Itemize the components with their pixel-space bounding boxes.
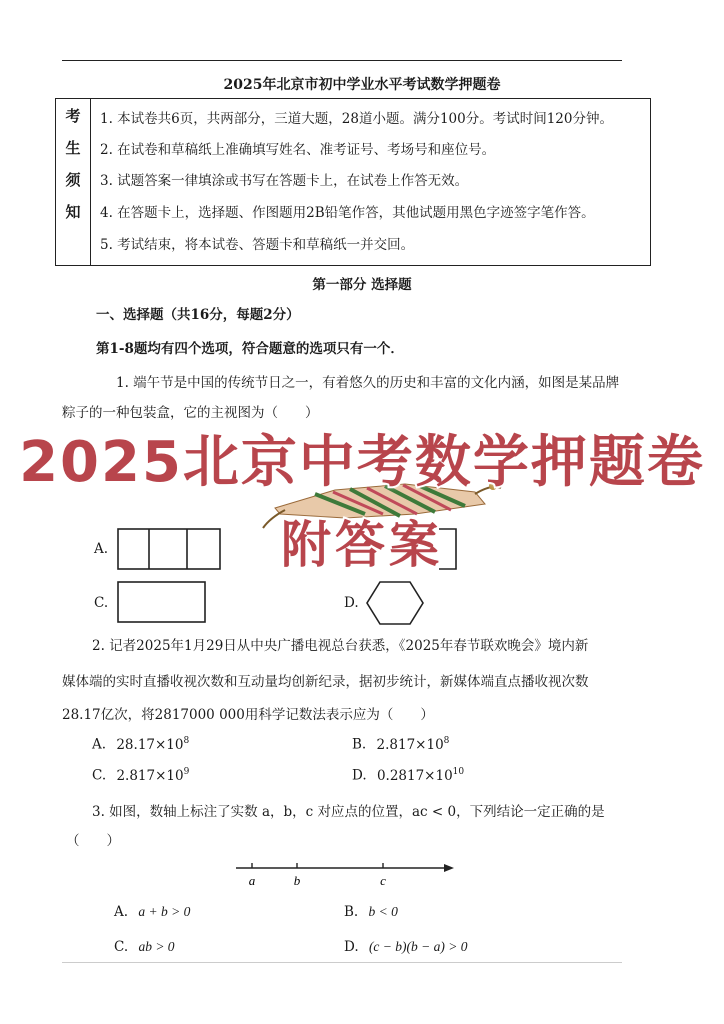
bottom-rule (62, 962, 622, 963)
section-title: 一、选择题（共16分，每题2分） (96, 307, 300, 323)
axis-label-c: c (380, 873, 386, 888)
q1-option-d-label: D. (344, 595, 359, 611)
q2-option-c (92, 767, 189, 784)
q3-option-a-text: a + b > 0 (138, 904, 191, 919)
q1-option-c-figure (117, 581, 207, 623)
q2-text-line2: 媒体端的实时直播收视次数和互动量均创新纪录，据初步统计，新媒体端直点播收视次数 (62, 674, 589, 690)
q3-option-a-label: A. (114, 904, 129, 920)
q3-option-d (344, 939, 468, 955)
q3-option-b-text: b < 0 (368, 904, 398, 919)
q2-option-d-base: 0.2817×10 (376, 767, 453, 784)
q1-option-c-label: C. (94, 595, 109, 611)
q2-option-b (352, 736, 449, 753)
q3-option-c (114, 939, 175, 955)
top-rule (62, 60, 622, 61)
overlay-banner-subtitle: 附答案 (281, 516, 443, 574)
notice-rule: 4. 在答题卡上，选择题、作图题用2B铅笔作答，其他试题用黑色字迹签字笔作答。 (100, 205, 595, 221)
q2-option-d-exp: 10 (452, 767, 465, 777)
q2-option-a-exp: 8 (183, 736, 190, 746)
q2-option-d (352, 767, 464, 784)
q3-option-c-label: C. (114, 939, 129, 955)
q2-option-c-base: 2.817×10 (116, 767, 184, 784)
q3-option-d-label: D. (344, 939, 359, 955)
notice-char: 知 (65, 203, 81, 221)
notice-char: 生 (65, 139, 81, 157)
exam-title: 2025年北京市初中学业水平考试数学押题卷 (223, 77, 501, 93)
axis-label-a: a (248, 873, 256, 888)
notice-rule: 1. 本试卷共6页，共两部分，三道大题，28道小题。满分100分。考试时间120分钟。 (100, 111, 613, 127)
q3-option-d-text: (c − b)(b − a) > 0 (368, 939, 468, 954)
q2-option-a-label: A. (92, 736, 107, 753)
q3-text-line2: （ ） (66, 833, 120, 849)
notice-rule: 2. 在试卷和草稿纸上准确填写姓名、准考证号、考场号和座位号。 (100, 142, 496, 158)
q2-option-a (92, 736, 189, 753)
part-title: 第一部分 选择题 (312, 277, 412, 293)
q1-option-a-label: A. (94, 541, 109, 557)
overlay-banner-title: 2025北京中考数学押题卷 (19, 430, 705, 495)
q3-option-b (344, 904, 398, 920)
notice-char: 须 (65, 171, 81, 189)
notice-label (56, 99, 91, 265)
q2-option-d-label: D. (352, 767, 367, 784)
q2-option-c-label: C. (92, 767, 107, 784)
q3-number-line (230, 858, 460, 890)
q1-text-line1: 1. 端午节是中国的传统节日之一，有着悠久的历史和丰富的文化内涵，如图是某品牌 (116, 375, 620, 391)
notice-rule: 3. 试题答案一律填涂或书写在答题卡上，在试卷上作答无效。 (100, 173, 469, 189)
notice-rule: 5. 考试结束，将本试卷、答题卡和草稿纸一并交回。 (100, 237, 415, 253)
section-instruction: 第1-8题均有四个选项，符合题意的选项只有一个． (96, 341, 404, 357)
q3-option-c-text: ab > 0 (138, 939, 175, 954)
q2-option-b-base: 2.817×10 (376, 736, 444, 753)
q3-text-line1: 3. 如图，数轴上标注了实数 a，b，c 对应点的位置，ac < 0，下列结论一定正确的是 (92, 804, 605, 820)
q2-text-line1: 2. 记者2025年1月29日从中央广播电视总台获悉，《2025年春节联欢晚会》境内新 (92, 638, 589, 654)
q2-option-b-label: B. (352, 736, 367, 753)
q1-option-b-figure-partial (438, 528, 458, 570)
q2-option-b-exp: 8 (443, 736, 450, 746)
notice-box (55, 98, 651, 266)
q3-option-b-label: B. (344, 904, 359, 920)
q2-option-c-exp: 9 (183, 767, 190, 777)
notice-char: 考 (65, 107, 81, 125)
q2-option-a-base: 28.17×10 (116, 736, 184, 753)
q2-text-line3: 28.17亿次，将2817000 000用科学记数法表示应为（ ） (62, 707, 434, 723)
q1-text-line2: 粽子的一种包装盒，它的主视图为（ ） (62, 405, 319, 421)
q3-option-a (114, 904, 190, 920)
axis-label-b: b (293, 873, 301, 888)
q1-option-a-figure (117, 528, 221, 570)
q1-option-d-hexagon (366, 580, 424, 626)
